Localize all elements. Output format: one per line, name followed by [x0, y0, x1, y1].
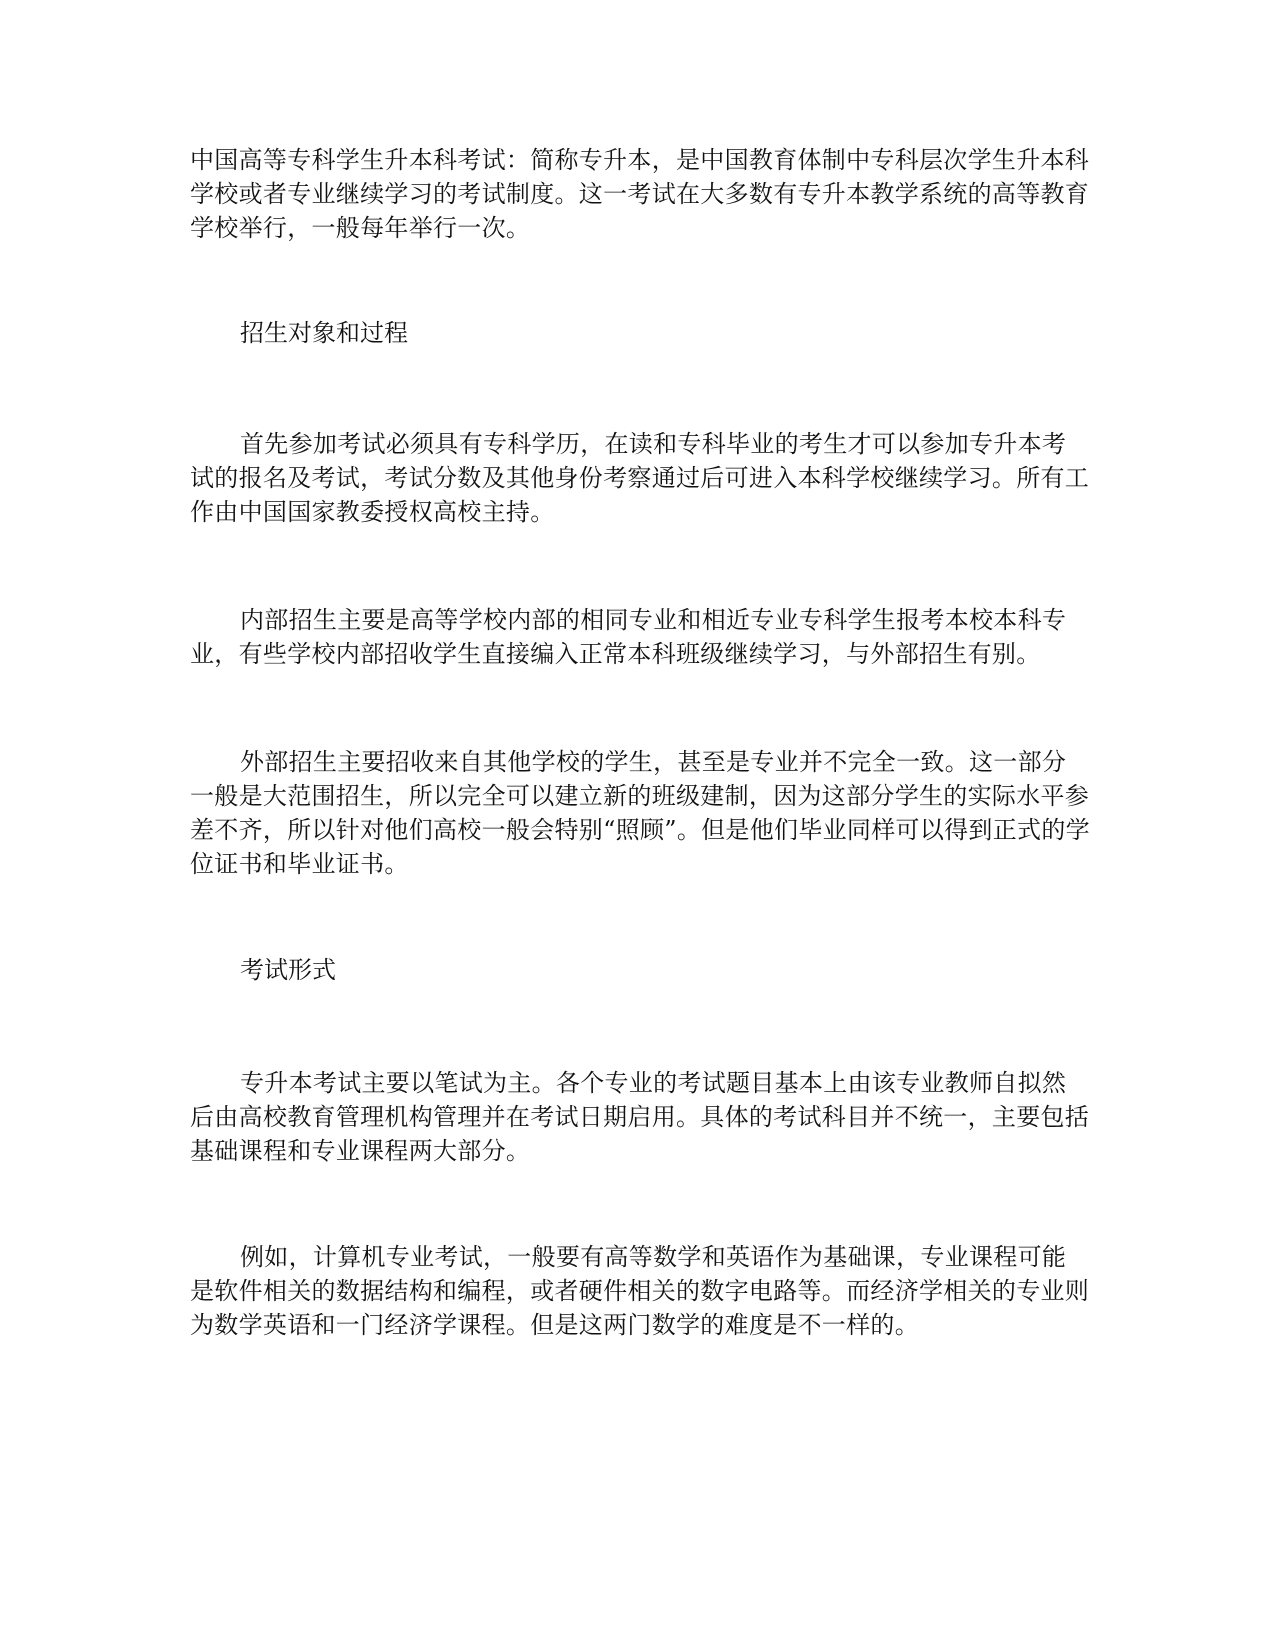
- paragraph-external-enrollment: 外部招生主要招收来自其他学校的学生，甚至是专业并不完全一致。这一部分一般是大范围招生，所以完全可以建立新的班级建制，因为这部分学生的实际水平参差不齐，所以针对他们高校一般会特别“照顾”。但是他们毕业同样可以得到正式的学位证书和毕业证书。: [190, 748, 1090, 878]
- paragraph-exam-format: 专升本考试主要以笔试为主。各个专业的考试题目基本上由该专业教师自拟然后由高校教育管理机构管理并在考试日期启用。具体的考试科目并不统一，主要包括基础课程和专业课程两大部分。: [190, 1069, 1090, 1165]
- section-heading-enrollment: 招生对象和过程: [240, 319, 408, 347]
- section-heading-exam-format: 考试形式: [240, 956, 336, 984]
- paragraph-internal-enrollment: 内部招生主要是高等学校内部的相同专业和相近专业专科学生报考本校本科专业，有些学校内部招收学生直接编入正常本科班级继续学习，与外部招生有别。: [190, 606, 1067, 668]
- paragraph-example-subjects: 例如，计算机专业考试，一般要有高等数学和英语作为基础课，专业课程可能是软件相关的数据结构和编程，或者硬件相关的数字电路等。而经济学相关的专业则为数学英语和一门经济学课程。但是这两门数学的难度是不一样的。: [190, 1243, 1090, 1339]
- intro-paragraph: 中国高等专科学生升本科考试：简称专升本，是中国教育体制中专科层次学生升本科学校或者专业继续学习的考试制度。这一考试在大多数有专升本教学系统的高等教育学校举行，一般每年举行一次。: [190, 146, 1090, 242]
- paragraph-eligibility: 首先参加考试必须具有专科学历，在读和专科毕业的考生才可以参加专升本考试的报名及考试，考试分数及其他身份考察通过后可进入本科学校继续学习。所有工作由中国国家教委授权高校主持。: [190, 430, 1090, 526]
